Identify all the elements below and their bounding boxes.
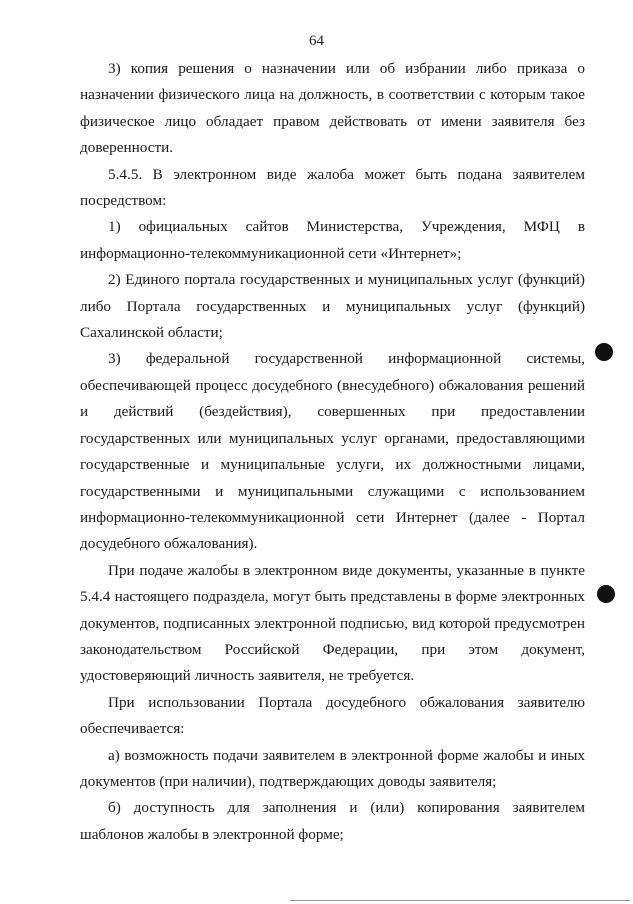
paragraph-portal-usage: При использовании Портала досудебного обжалования заявителю обеспечивается: [80,693,585,738]
paragraph-item-a: а) возможность подачи заявителем в электронной форме жалобы и иных документов (при наличии), подтверждающих доводы заявителя; [80,746,585,790]
paragraph-copy-of-decision: 3) копия решения о назначении или об избрании либо приказа о назначении физического лица на должность, в соответствии с которым такое физическое лицо обладает правом действовать от имени заявителя без доверенности. [80,60,585,157]
paragraph-item-1-official-sites: 1) официальных сайтов Министерства, Учреждения, МФЦ в информационно-телекоммуникационной сети «Интернет»; [80,218,585,262]
paragraph-item-b: б) доступность для заполнения и (или) копирования заявителем шаблонов жалобы в электронной форме; [80,799,585,843]
page-number: 64 [309,33,324,49]
paragraph-5-4-5: 5.4.5. В электронном виде жалоба может быть подана заявителем посредством: [80,165,585,210]
punch-hole-mark [597,585,615,603]
paragraph-item-3-federal-system: 3) федеральной государственной информационной системы, обеспечивающей процесс досудебного (внесудебного) обжалования решений и действий (бездействия), совершенных при предоставлении государственных или муниципальных услуг органами, предоставляющими государственные и муниципальные услуги, их должностными лицами, государственными и муниципальными служащими с использованием информационно-телекоммуникационной сети Интернет (далее - Портал досудебного обжалования). [80,350,585,553]
scan-edge-line [290,900,630,901]
punch-hole-mark [595,343,613,361]
document-body [80,56,585,848]
paragraph-item-2-unified-portal: 2) Единого портала государственных и муниципальных услуг (функций) либо Портала государственных и муниципальных услуг (функций) Сахалинской области; [80,271,585,342]
paragraph-electronic-submission: При подаче жалобы в электронном виде документы, указанные в пункте 5.4.4 настоящего подраздела, могут быть представлены в форме электронных документов, подписанных электронной подписью, вид которой предусмотрен законодательством Российской Федерации, при этом документ, удостоверяющий личность заявителя, не требуется. [80,561,585,685]
